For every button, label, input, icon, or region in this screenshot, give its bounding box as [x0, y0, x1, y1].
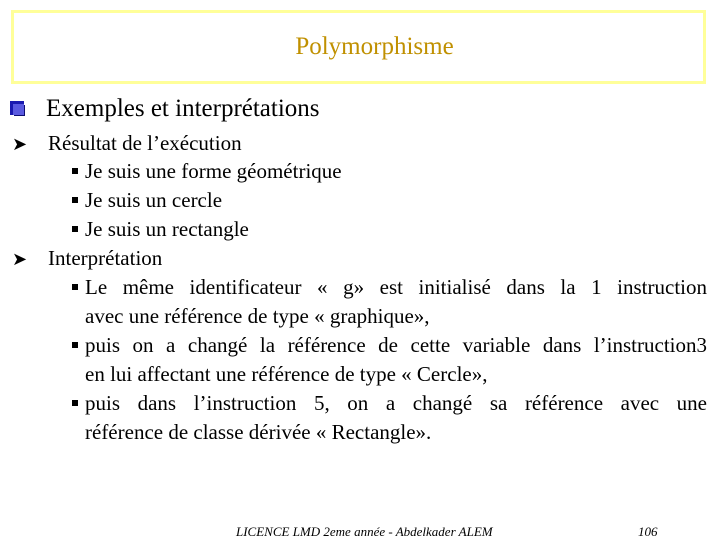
arrow-bullet-icon: ➤ [12, 249, 28, 269]
section-label-result: ➤ Résultat de l’exécution [12, 131, 242, 155]
list-item: Je suis un cercle [72, 188, 78, 213]
checkbox-square-icon [10, 101, 24, 115]
section-label-interpretation: ➤ Interprétation [12, 246, 163, 270]
list-item: Je suis un rectangle [72, 217, 78, 242]
interpretation-line: puis dans l’instruction 5, on a changé sa référence avec une [85, 391, 707, 415]
square-bullet-icon [72, 168, 78, 174]
arrow-bullet-icon: ➤ [12, 134, 28, 154]
section-heading [10, 95, 320, 123]
slide-title: Polymorphisme [295, 33, 454, 60]
heading-text: Exemples et interprétations [46, 95, 320, 122]
square-bullet-icon [72, 400, 78, 406]
interpretation-line: avec une référence de type « graphique», [85, 304, 430, 328]
square-bullet-icon [72, 197, 78, 203]
title-box [11, 10, 706, 84]
interpretation-line: référence de classe dérivée « Rectangle». [85, 420, 432, 444]
square-bullet-icon [72, 284, 78, 290]
interpretation-line: Le même identificateur « g» est initialisé dans la 1 instruction [85, 275, 707, 299]
footer-text: LICENCE LMD 2eme année - Abdelkader ALEM [236, 524, 493, 539]
list-item: Je suis une forme géométrique [72, 159, 78, 184]
interpretation-line: puis on a changé la référence de cette variable dans l’instruction3 [85, 333, 707, 357]
square-bullet-icon [72, 342, 78, 348]
square-bullet-icon [72, 226, 78, 232]
page-number: 106 [638, 524, 658, 539]
interpretation-line: en lui affectant une référence de type « Cercle», [85, 362, 488, 386]
